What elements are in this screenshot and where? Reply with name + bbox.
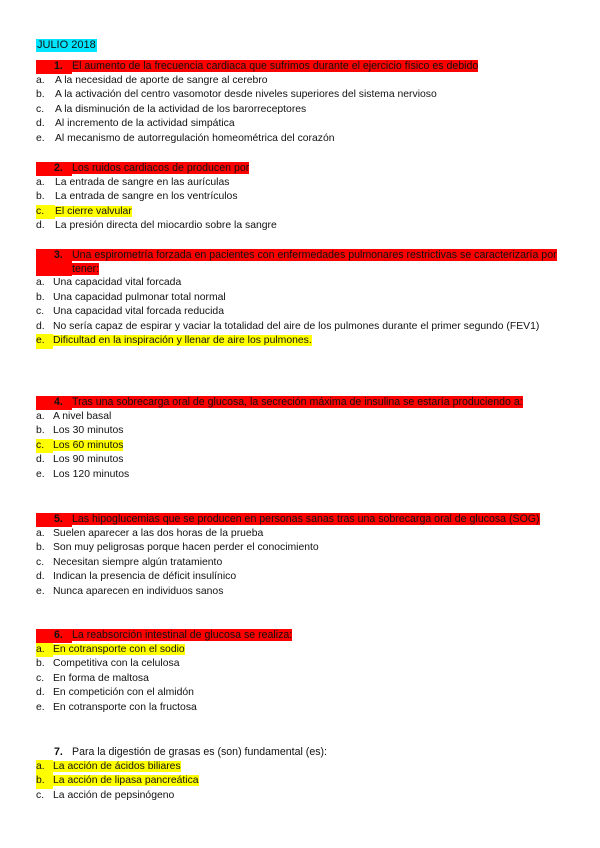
option-e: e. Los 120 minutos [36,468,130,480]
option-a-correct: a. La acción de ácidos biliares [36,760,568,775]
question-text: El aumento de la frecuencia cardiaca que sufrimos durante el ejercicio físico es debido [72,60,479,72]
question-text: Para la digestión de grasas es (son) fundamental (es): [72,746,327,758]
question-number: 4. [36,396,72,410]
option-c: c. Necesitan siempre algún tratamiento [36,556,223,568]
option-b: b. Los 30 minutos [36,425,124,437]
option-c-correct: c. El cierre valvular [36,205,568,220]
option-a: a. A nivel basal [36,410,112,422]
question-number: 1. [36,60,72,74]
question-text: Los ruidos cardiacos de producen por [72,162,250,174]
option-d: d. En competición con el almidón [36,687,194,699]
question-text: Las hipoglucemias que se producen en personas sanas tras una sobrecarga oral de glucosa (SOG) [72,513,540,525]
option-b: b. Son muy peligrosas porque hacen perder el conocimiento [36,542,319,554]
option-b: b. A la activación del centro vasomotor desde niveles superiores del sistema nervioso [36,89,437,101]
question-number: 6. [36,629,72,643]
option-a: a. Una capacidad vital forcada [36,277,182,288]
option-d: d. Los 90 minutos [36,454,124,466]
option-a: a. A la necesidad de aporte de sangre al cerebro [36,74,268,86]
option-c: c. La acción de pepsinógeno [36,789,175,801]
option-c: c. Una capacidad vital forcada reducida [36,306,224,318]
option-b: b. Una capacidad pulmonar total normal [36,291,226,303]
option-a: a. Suelen aparecer a las dos horas de la prueba [36,527,264,539]
option-a: a. La entrada de sangre en las aurículas [36,176,230,188]
option-e-correct: e. Dificultad en la inspiración y llenar de aire los pulmones. [36,334,568,349]
question-text: Una espirometría forzada en pacientes con enfermedades pulmonares restrictivas se caracterizaría por tener: [72,249,557,275]
option-e: e. Al mecanismo de autorregulación homeométrica del corazón [36,132,335,144]
option-e: e. Nunca aparecen en individuos sanos [36,585,224,597]
option-c-correct: c. Los 60 minutos [36,439,568,454]
question-1 [36,60,568,146]
option-d: d. Al incremento de la actividad simpática [36,118,235,130]
question-7 [36,746,568,803]
question-number: 7. [54,746,63,758]
question-2 [36,162,568,234]
page-title: JULIO 2018 [37,39,96,51]
question-number: 3. [36,249,72,276]
option-d: d. No sería capaz de espirar y vaciar la totalidad del aire de los pulmones durante el primer segundo (FEV1) [36,320,540,332]
option-d: d. Indican la presencia de déficit insulínico [36,571,237,583]
question-3 [36,249,568,349]
question-number: 5. [36,513,72,527]
option-c: c. A la disminución de la actividad de los barorreceptores [36,103,307,115]
question-4 [36,396,568,482]
question-text: Tras una sobrecarga oral de glucosa, la secreción máxima de insulina se estaría produciendo a: [72,396,523,408]
question-5 [36,513,568,599]
option-b: b. Competitiva con la celulosa [36,658,180,670]
option-e: e. En cotransporte con la fructosa [36,701,197,713]
option-c: c. En forma de maltosa [36,672,149,684]
question-text: La reabsorción intestinal de glucosa se realiza: [72,629,293,641]
option-b-correct: b. La acción de lipasa pancreática [36,774,568,789]
question-number: 2. [36,162,72,176]
question-6 [36,629,568,715]
option-b: b. La entrada de sangre en los ventrículos [36,191,238,203]
option-d: d. La presión directa del miocardio sobre la sangre [36,220,277,232]
option-a-correct: a. En cotransporte con el sodio [36,643,568,658]
